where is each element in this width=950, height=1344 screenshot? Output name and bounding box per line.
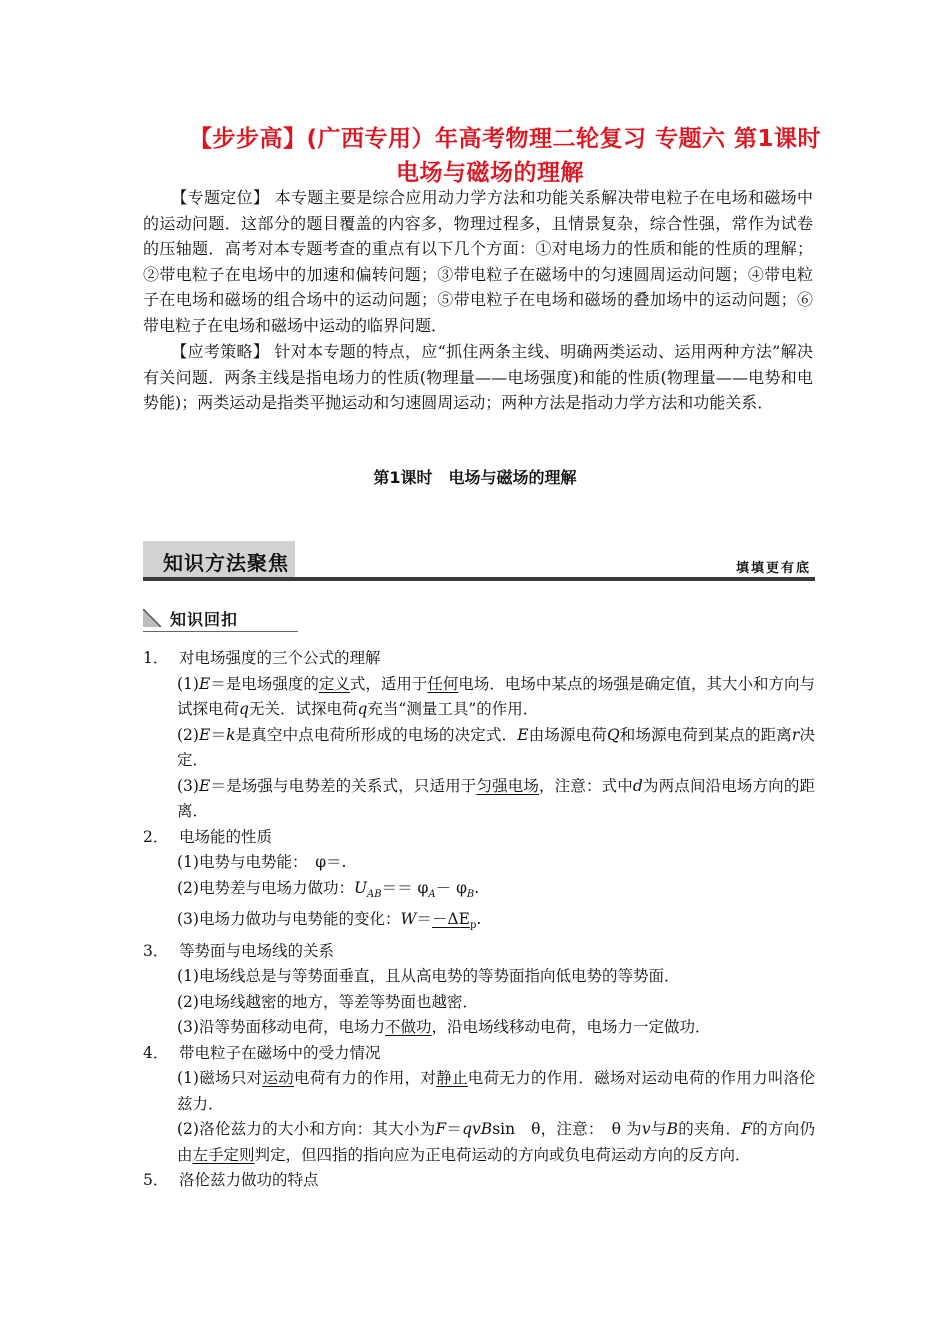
list-subitem: (1)磁场只对运动电荷有力的作用，对静止电荷无力的作用．磁场对运动电荷的作用力叫洛伦兹力． [177, 1069, 815, 1113]
document-title-line2: 电场与磁场的理解 [396, 160, 584, 186]
list-item-heading: 电场能的性质 [179, 827, 273, 846]
list-subitem: (3)沿等势面移动电荷，电场力不做功，沿电场线移动电荷，电场力一定做功． [177, 1018, 711, 1037]
exam-strategy-label: 【应考策略】 [171, 342, 270, 361]
subsection-title: 知识回扣 [170, 610, 239, 629]
list-subitem: (2)洛伦兹力的大小和方向：其大小为F＝qvBsin θ，注意： θ 为v与B的夹角．F的方向仍由左手定则判定，但四指的指向应为正电荷运动的方向或负电荷运动方向的反方向． [177, 1120, 815, 1164]
list-subitem: (1)E＝是电场强度的定义式，适用于任何电场．电场中某点的场强是确定值，其大小和方向与试探电荷q无关．试探电荷q充当“测量工具”的作用． [177, 674, 815, 718]
subsection-header [143, 605, 298, 635]
list-subitem: (1)电势与电势能： φ＝. [177, 853, 347, 871]
exam-strategy-paragraph: 【应考策略】 针对本专题的特点，应“抓住两条主线、明确两类运动、运用两种方法”解决有关问题．两条主线是指电场力的性质(物理量——电场强度)和能的性质(物理量——电势和电势能)；两类运动是指类平抛运动和匀速圆周运动；两种方法是指动力学方法和功能关系． [143, 342, 813, 412]
topic-positioning-paragraph: 【专题定位】 本专题主要是综合应用动力学方法和功能关系解决带电粒子在电场和磁场中的运动问题．这部分的题目覆盖的内容多，物理过程多，且情景复杂，综合性强，常作为试卷的压轴题．高考对本专题考查的重点有以下几个方面：①对电场力的性质和能的性质的理解；②带电粒子在电场中的加速和偏转问题；③带电粒子在磁场中的匀速圆周运动问题；④带电粒子在电场和磁场的组合场中的运动问题；⑤带电粒子在电场和磁场的叠加场中的运动问题；⑥带电粒子在电场和磁场中运动的临界问题． [143, 188, 813, 335]
section-banner-box [143, 541, 295, 577]
list-item-heading: 对电场强度的三个公式的理解 [179, 649, 381, 667]
list-item-5: 5． 洛伦兹力做功的特点 [143, 1168, 815, 1194]
section-banner [143, 541, 815, 581]
list-item-4: 4． 带电粒子在磁场中的受力情况 (1)磁场只对运动电荷有力的作用，对静止电荷无力的作用．磁场对运动电荷的作用力叫洛伦兹力． (2)洛伦兹力的大小和方向：其大小为F＝qvBsin θ，注意： θ 为v与B的夹角．F的方向仍由左手定则判定，但四指的指向应为正电荷运动的方向或负电荷运动方向的反方向． [143, 1041, 815, 1169]
list-subitem: (3)E＝是场强与电势差的关系式，只适用于匀强电场，注意：式中d为两点间沿电场方向的距离． [177, 776, 815, 820]
triangle-marker-icon [143, 609, 161, 627]
document-title-line1: 【步步高】(广西专用）年高考物理二轮复习 专题六 第1课时 [188, 126, 822, 152]
list-item-heading: 带电粒子在磁场中的受力情况 [179, 1043, 381, 1062]
list-subitem: (1)电场线总是与等势面垂直，且从高电势的等势面指向低电势的等势面． [177, 967, 680, 986]
knowledge-list [143, 646, 815, 1194]
list-item-1: 1． 对电场强度的三个公式的理解 (1)E＝是电场强度的定义式，适用于任何电场．电场中某点的场强是确定值，其大小和方向与试探电荷q无关．试探电荷q充当“测量工具”的作用． (2)E＝k是真空中点电荷所形成的电场的决定式．E由场源电荷Q和场源电荷到某点的距离r决定． (3)E＝是场强与电势差的关系式，只适用于匀强电场，注意：式中d为两点间沿电场方向的距离． [143, 646, 815, 825]
list-subitem: (2)电势差与电场力做功：$U_{AB}== \varphi_A- \varphi_B$. [177, 878, 480, 900]
topic-positioning-label: 【专题定位】 [171, 188, 270, 207]
list-item-heading: 洛伦兹力做功的特点 [179, 1171, 319, 1190]
section-banner-tagline: 填填更有底 [735, 561, 811, 576]
list-item-heading: 等势面与电场线的关系 [179, 941, 335, 960]
subsection-underline [143, 631, 298, 632]
list-item-3: 3． 等势面与电场线的关系 (1)电场线总是与等势面垂直，且从高电势的等势面指向低电势的等势面． (2)电场线越密的地方，等差等势面也越密． (3)沿等势面移动电荷，电场力不做功，沿电场线移动电荷，电场力一定做功． [143, 939, 815, 1041]
lesson-title: 第1课时 电场与磁场的理解 [373, 468, 577, 487]
list-subitem: (3)电场力做功与电势能的变化：$W=-\Delta E_p$. [177, 910, 482, 932]
list-item-2: 2． 电场能的性质 (1)电势与电势能： φ＝. (2)电势差与电场力做功：$U_{AB}== \varphi_A- \varphi_B$. (3)电场力做功与电势能的变化：$W=-\Delta E_p$. [143, 825, 815, 939]
section-banner-title: 知识方法聚焦 [163, 551, 289, 575]
section-banner-rule [143, 577, 815, 581]
list-subitem: (2)E＝k是真空中点电荷所形成的电场的决定式．E由场源电荷Q和场源电荷到某点的距离r决定． [177, 725, 815, 769]
list-subitem: (2)电场线越密的地方，等差等势面也越密． [177, 992, 478, 1011]
